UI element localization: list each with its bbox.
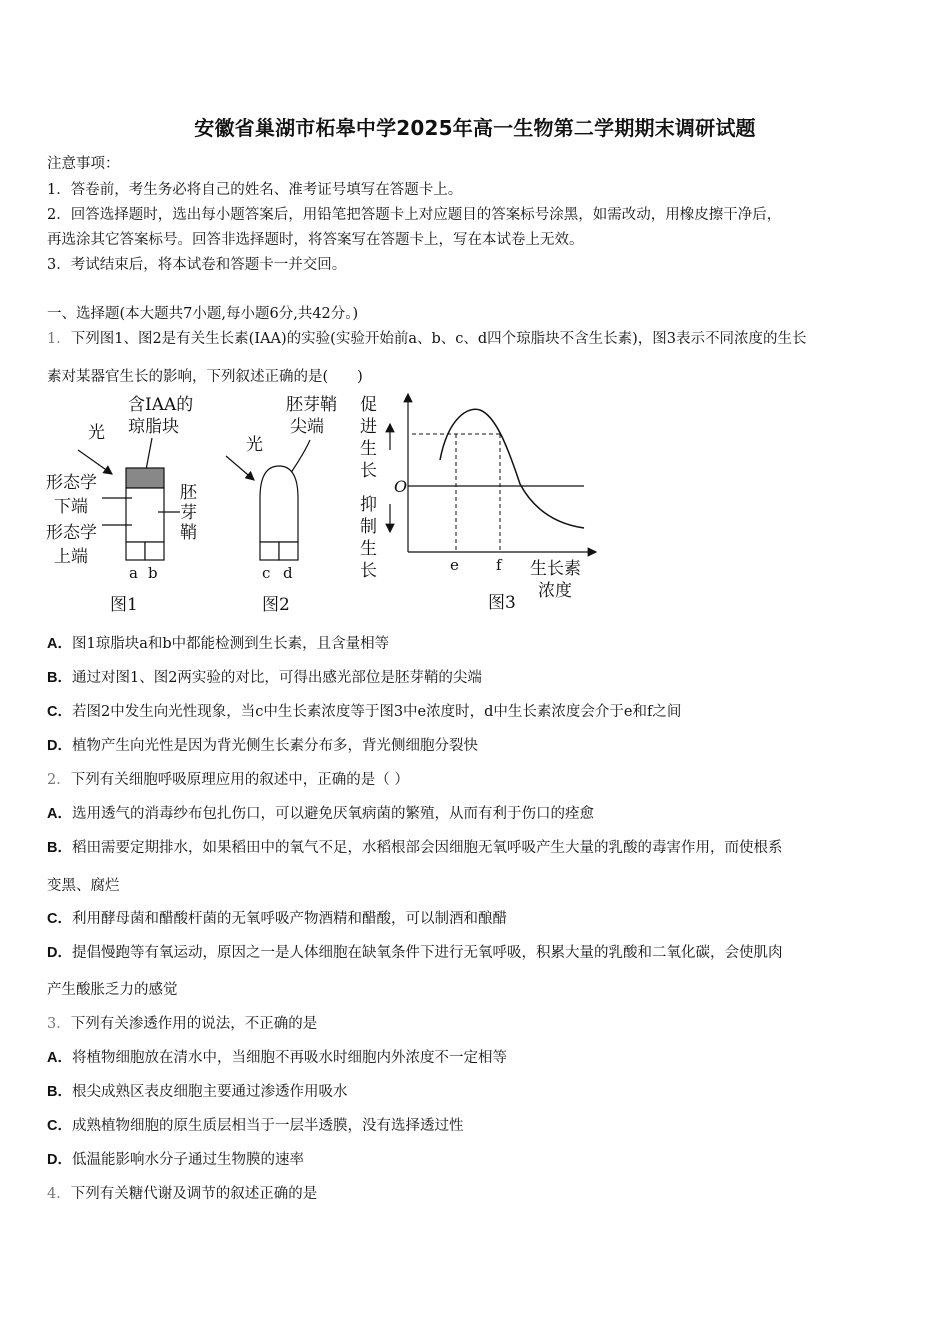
fig1-iaa-block (126, 468, 164, 488)
option-label: A． (47, 636, 72, 652)
fig3-caption: 图3 (488, 593, 516, 613)
option-text: 低温能影响水分子通过生物膜的速率 (71, 1152, 304, 1168)
fig3-x-label: 浓度 (538, 581, 572, 601)
option-label: A． (47, 1050, 72, 1066)
option-a[interactable] (47, 802, 594, 823)
question-text: 下列有关糖代谢及调节的叙述正确的是 (70, 1186, 318, 1202)
notice-heading: 注意事项： (47, 156, 120, 172)
fig1-upper-label: 形态学 (46, 523, 97, 543)
question-3-stem (47, 1012, 317, 1033)
figure-2 (226, 395, 337, 615)
fig3-origin: O (394, 477, 408, 496)
fig2-block-c-label: c (262, 564, 271, 582)
option-text: 图1琼脂块a和b中都能检测到生长素，且含量相等 (71, 636, 390, 652)
option-d[interactable] (47, 941, 782, 962)
question-text: 下列有关细胞呼吸原理应用的叙述中，正确的是（ ） (70, 772, 409, 788)
fig3-y-label: 长 (360, 561, 377, 581)
fig2-block-c (260, 542, 279, 560)
fig1-sheath-label: 芽 (180, 503, 197, 523)
option-label: B． (47, 1084, 72, 1100)
option-text: 若图2中发生向光性现象，当c中生长素浓度等于图3中e浓度时，d中生长素浓度会介于e和f之间 (71, 704, 682, 720)
notice-item: 2．回答选择题时，选出每小题答案后，用铅笔把答题卡上对应题目的答案标号涂黑，如需改动，用橡皮擦干净后， (47, 207, 782, 223)
fig3-y-label: 生 (360, 539, 377, 559)
section-heading: 一、选择题(本大题共7小题,每小题6分,共42分。) (47, 306, 359, 322)
fig1-sheath-label: 胚 (180, 483, 197, 503)
fig1-sheath-label: 鞘 (180, 523, 197, 543)
option-label: C． (47, 704, 72, 720)
option-b[interactable] (47, 836, 782, 857)
question-1-figure (40, 388, 600, 620)
fig2-caption: 图2 (262, 595, 290, 615)
fig1-lower-label: 形态学 (46, 473, 97, 493)
fig1-lower-label: 下端 (54, 497, 88, 517)
option-text: 根尖成熟区表皮细胞主要通过渗透作用吸水 (71, 1084, 348, 1100)
question-text: 下列有关渗透作用的说法，不正确的是 (70, 1016, 318, 1032)
fig3-tick-e: e (450, 556, 459, 574)
question-4-stem (47, 1182, 317, 1203)
fig1-label-iaa: 含IAA的 (128, 395, 194, 415)
option-a[interactable] (47, 632, 389, 653)
fig2-block-d-label: d (283, 564, 293, 582)
option-c[interactable] (47, 907, 507, 928)
fig1-label-agar: 琼脂块 (128, 417, 179, 437)
figure-3 (360, 394, 596, 613)
fig3-y-label: 生 (360, 439, 377, 459)
option-text: 稻田需要定期排水，如果稻田中的氧气不足，水稻根部会因细胞无氧呼吸产生大量的乳酸的毒害作用，而使根系 (71, 840, 783, 856)
fig3-y-label: 抑 (360, 495, 377, 515)
notice-item: 再选涂其它答案标号。回答非选择题时，将答案写在答题卡上，写在本试卷上无效。 (47, 232, 584, 248)
page-title: 安徽省巢湖市柘皋中学2025年高一生物第二学期期末调研试题 (194, 116, 756, 140)
question-1-stem-cont: 素对某器官生长的影响，下列叙述正确的是( ) (47, 369, 363, 385)
option-label: B． (47, 670, 72, 686)
fig1-sheath-segment (126, 488, 164, 542)
option-b-cont: 变黑、腐烂 (47, 878, 120, 894)
fig3-y-label: 进 (360, 417, 377, 437)
fig2-light-label: 光 (246, 435, 263, 455)
option-c[interactable] (47, 1114, 463, 1135)
question-text: 下列图1、图2是有关生长素(IAA)的实验(实验开始前a、b、c、d四个琼脂块不含生长素)，图3表示不同浓度的生长 (70, 331, 807, 347)
question-number: 4． (47, 1186, 71, 1202)
option-text: 通过对图1、图2两实验的对比，可得出感光部位是胚芽鞘的尖端 (71, 670, 482, 686)
fig1-block-a-label: a (129, 564, 138, 582)
option-a[interactable] (47, 1046, 507, 1067)
option-label: D． (47, 1152, 72, 1168)
fig1-block-a (126, 542, 145, 560)
option-label: C． (47, 911, 72, 927)
option-label: D． (47, 945, 72, 961)
fig1-upper-label: 上端 (54, 547, 88, 567)
fig1-light-label: 光 (88, 423, 105, 443)
option-b[interactable] (47, 1080, 347, 1101)
option-text: 成熟植物细胞的原生质层相当于一层半透膜，没有选择透过性 (71, 1118, 464, 1134)
option-text: 利用酵母菌和醋酸杆菌的无氧呼吸产物酒精和醋酸，可以制酒和酿醋 (71, 911, 507, 927)
option-d[interactable] (47, 1148, 304, 1169)
fig3-y-label: 制 (360, 517, 377, 537)
fig1-block-b-label: b (148, 564, 158, 582)
option-label: A． (47, 806, 72, 822)
option-b[interactable] (47, 666, 482, 687)
fig3-x-label: 生长素 (530, 559, 581, 579)
option-label: C． (47, 1118, 72, 1134)
question-1-stem (47, 327, 807, 348)
notice-item: 3．考试结束后，将本试卷和答题卡一并交回。 (47, 257, 347, 273)
fig2-tip-label: 尖端 (290, 417, 324, 437)
option-text: 植物产生向光性是因为背光侧生长素分布多，背光侧细胞分裂快 (71, 738, 478, 754)
question-number: 2． (47, 772, 71, 788)
fig1-block-b (145, 542, 164, 560)
question-2-stem (47, 768, 409, 789)
option-d-cont: 产生酸胀乏力的感觉 (47, 982, 178, 998)
fig2-coleoptile (260, 466, 298, 542)
option-text: 将植物细胞放在清水中，当细胞不再吸水时细胞内外浓度不一定相等 (71, 1050, 507, 1066)
figure-1 (46, 395, 198, 615)
option-label: D． (47, 738, 72, 754)
option-c[interactable] (47, 700, 681, 721)
question-number: 3． (47, 1016, 71, 1032)
fig3-curve (440, 409, 584, 528)
fig3-y-label: 促 (360, 395, 377, 415)
notice-item: 1．答卷前，考生务必将自己的姓名、准考证号填写在答题卡上。 (47, 182, 463, 198)
fig3-tick-f: f (496, 556, 502, 574)
fig2-block-d (279, 542, 298, 560)
fig1-caption: 图1 (110, 595, 138, 615)
option-d[interactable] (47, 734, 478, 755)
option-label: B． (47, 840, 72, 856)
option-text: 选用透气的消毒纱布包扎伤口，可以避免厌氧病菌的繁殖，从而有利于伤口的痊愈 (71, 806, 594, 822)
fig2-tip-label: 胚芽鞘 (286, 395, 337, 415)
question-number: 1． (47, 331, 71, 347)
option-text: 提倡慢跑等有氧运动，原因之一是人体细胞在缺氧条件下进行无氧呼吸，积累大量的乳酸和二氧化碳，会使肌肉 (71, 945, 783, 961)
fig3-y-label: 长 (360, 461, 377, 481)
